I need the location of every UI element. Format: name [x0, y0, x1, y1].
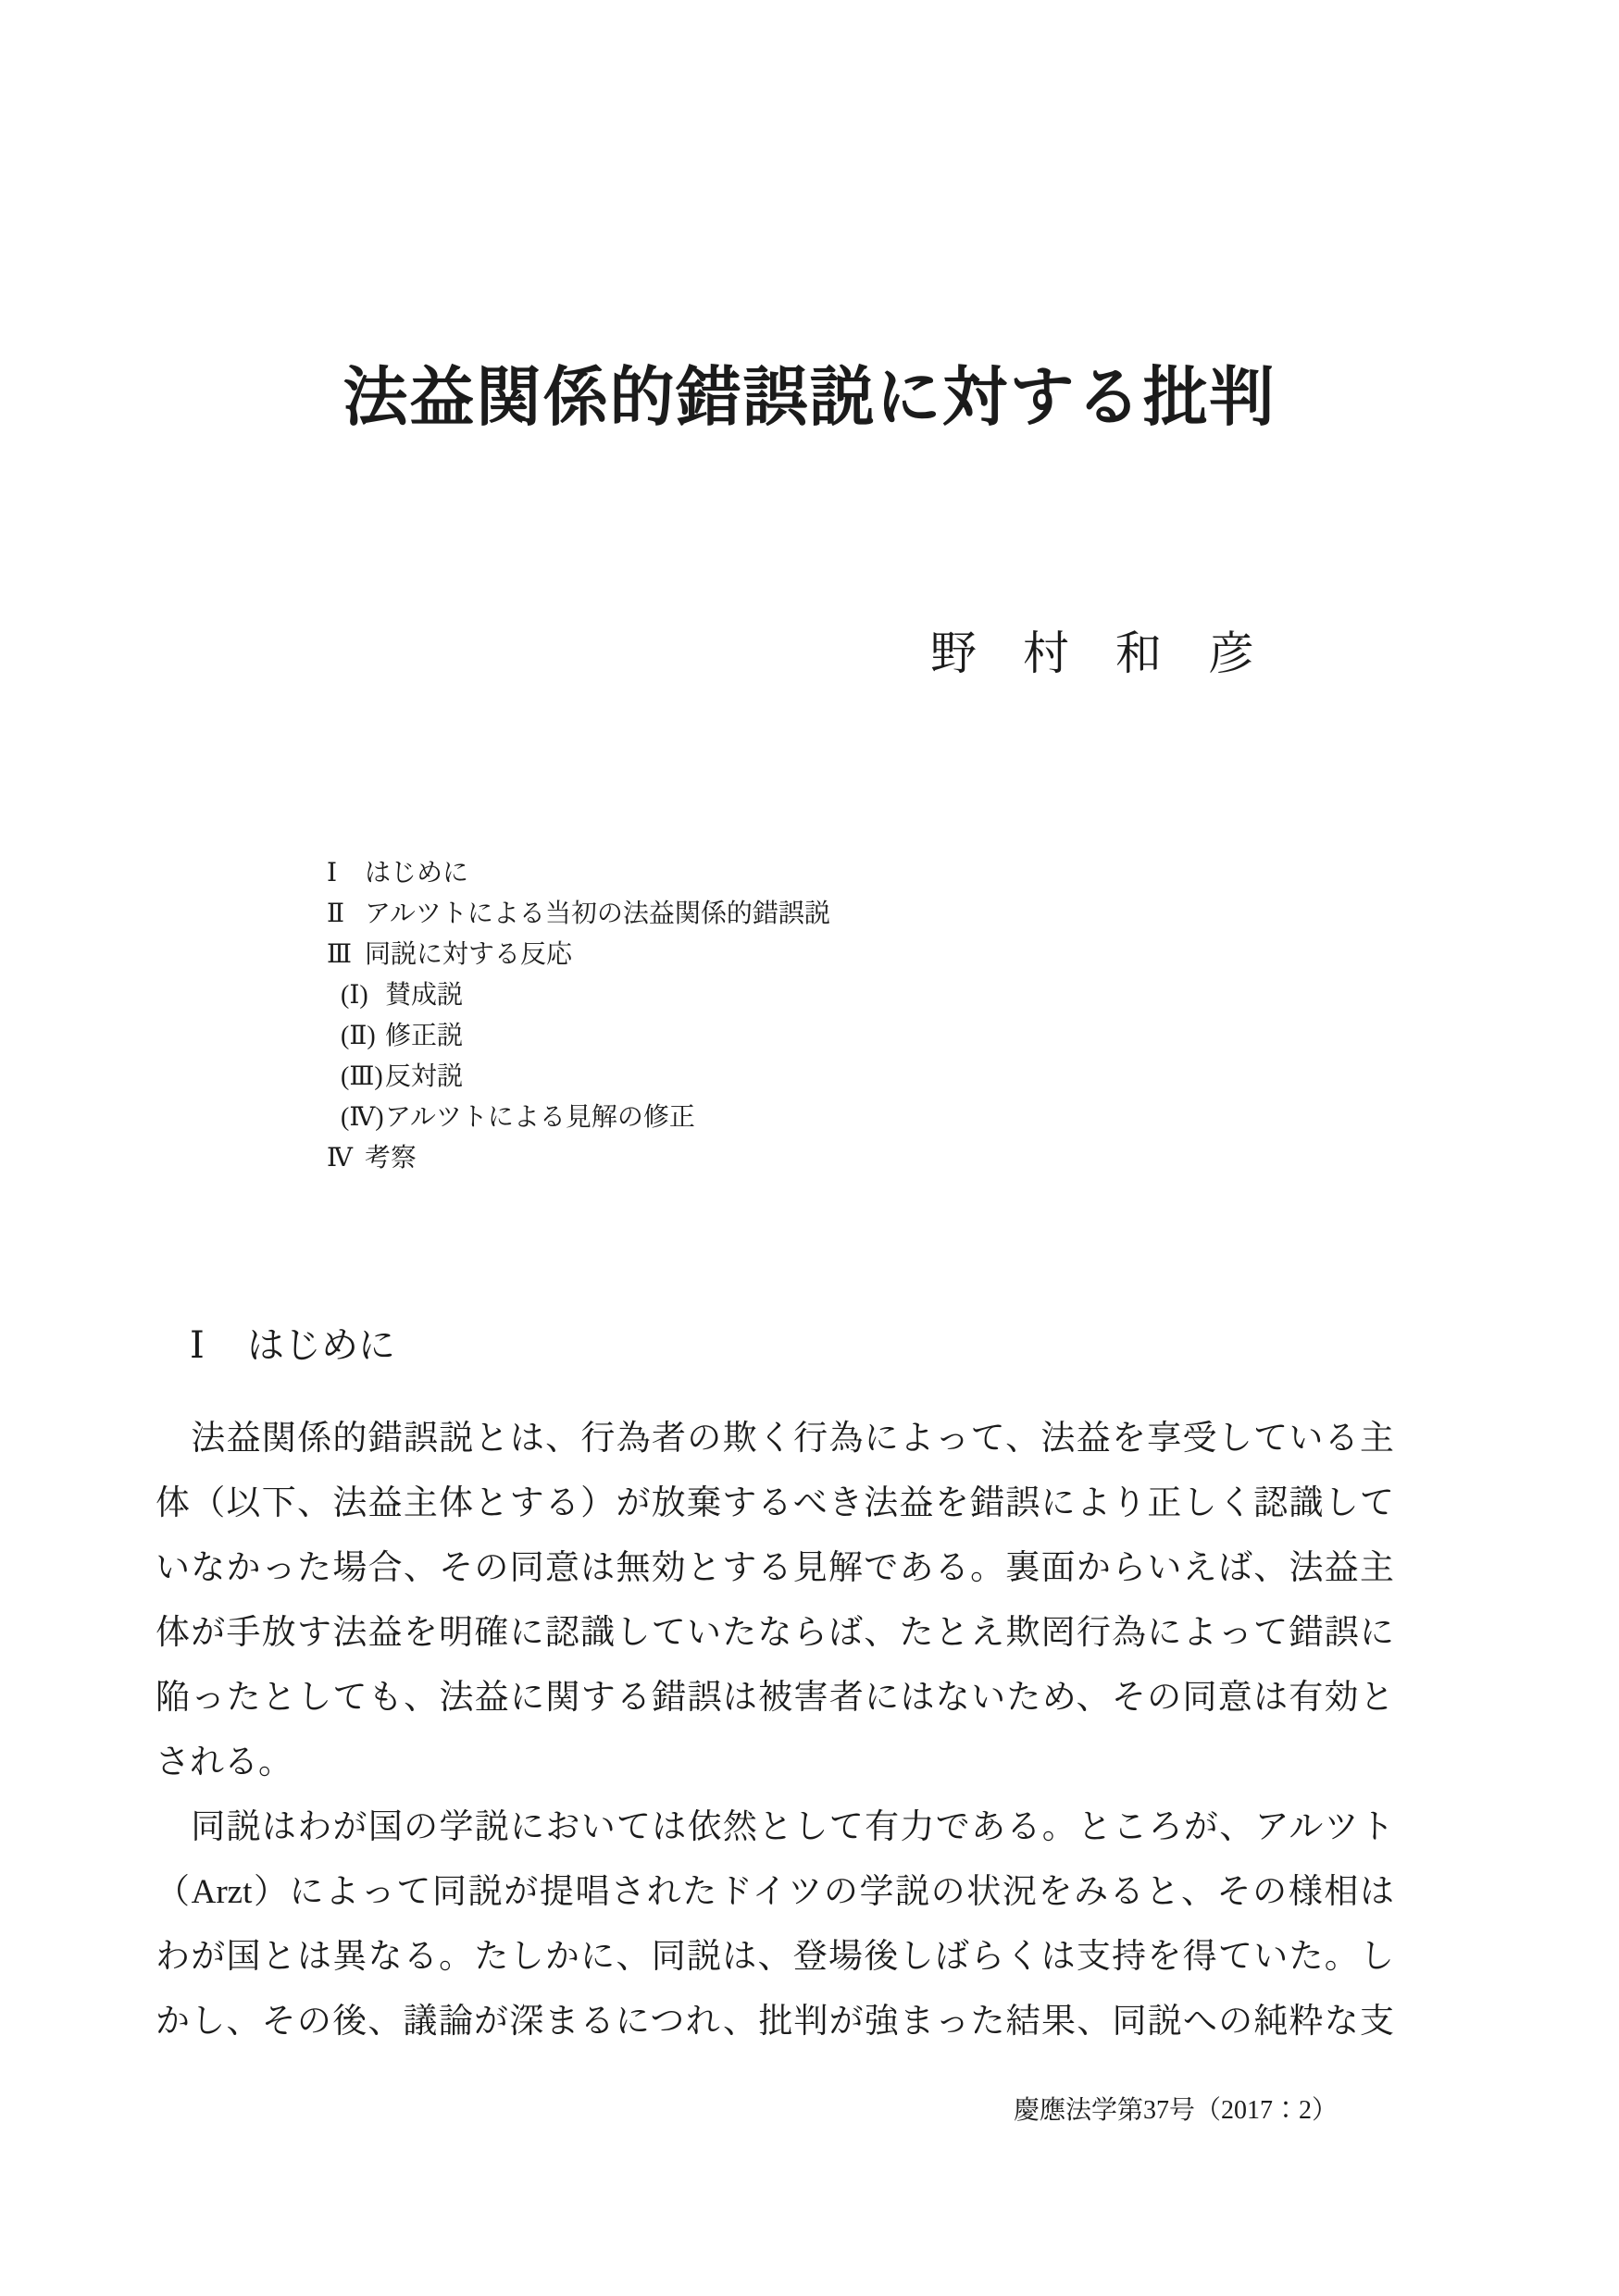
- paper-title: 法益関係的錯誤説に対する批判: [342, 363, 1277, 434]
- toc-numeral: (Ⅱ): [341, 1022, 376, 1050]
- section-title: はじめに: [247, 1324, 395, 1366]
- text-line: （Arzt）によって同説が提唱されたドイツの学説の状況をみると、その様相は: [156, 1873, 1394, 1911]
- toc-subitem: [327, 1098, 830, 1138]
- toc-numeral: Ⅰ: [327, 859, 338, 887]
- text-line: 体が手放す法益を明確に認識していたならば、たとえ欺罔行為によって錯誤に: [156, 1614, 1394, 1652]
- text-line: 法益関係的錯誤説とは、行為者の欺く行為によって、法益を享受している主: [156, 1420, 1394, 1458]
- toc-numeral: (Ⅳ): [341, 1103, 384, 1132]
- paragraph: [156, 1407, 1394, 1795]
- journal-footer: 慶應法学第37号（2017：2）: [1013, 2096, 1338, 2125]
- toc-numeral: (Ⅲ): [341, 1062, 383, 1091]
- toc-label: アルツトによる見解の修正: [385, 1103, 695, 1132]
- paragraph: [156, 1795, 1394, 2054]
- table-of-contents: [327, 853, 830, 1179]
- toc-item: [327, 894, 830, 935]
- toc-label: 賛成説: [385, 981, 464, 1010]
- toc-item: [327, 935, 830, 975]
- toc-numeral: (Ⅰ): [341, 981, 368, 1010]
- text-line: される。: [156, 1744, 293, 1781]
- toc-label: 修正説: [385, 1022, 464, 1050]
- toc-numeral: Ⅳ: [327, 1144, 353, 1173]
- text-line: 体（以下、法益主体とする）が放棄するべき法益を錯誤により正しく認識して: [156, 1484, 1394, 1522]
- toc-item: [327, 853, 830, 894]
- body-text: [156, 1407, 1394, 2054]
- toc-item: [327, 1138, 830, 1179]
- toc-subitem: [327, 1016, 830, 1057]
- text-line: かし、その後、議論が深まるにつれ、批判が強まった結果、同説への純粋な支: [156, 2003, 1394, 2041]
- toc-label: はじめに: [365, 859, 469, 887]
- section-heading: [190, 1316, 395, 1369]
- author-name: 野 村 和 彦: [930, 627, 1254, 679]
- toc-label: 考察: [365, 1144, 417, 1173]
- toc-numeral: Ⅲ: [327, 940, 353, 969]
- text-line: いなかった場合、その同意は無効とする見解である。裏面からいえば、法益主: [156, 1549, 1394, 1587]
- toc-label: アルツトによる当初の法益関係的錯誤説: [365, 900, 830, 928]
- text-line: 陥ったとしても、法益に関する錯誤は被害者にはないため、その同意は有効と: [156, 1679, 1394, 1717]
- section-numeral: Ⅰ: [190, 1324, 205, 1366]
- toc-label: 同説に対する反応: [365, 940, 573, 969]
- toc-numeral: Ⅱ: [327, 900, 345, 928]
- toc-label: 反対説: [385, 1062, 464, 1091]
- text-line: わが国とは異なる。たしかに、同説は、登場後しばらくは支持を得ていた。し: [156, 1938, 1394, 1976]
- toc-subitem: [327, 1057, 830, 1098]
- toc-subitem: [327, 975, 830, 1016]
- text-line: 同説はわが国の学説においては依然として有力である。ところが、アルツト: [156, 1808, 1394, 1846]
